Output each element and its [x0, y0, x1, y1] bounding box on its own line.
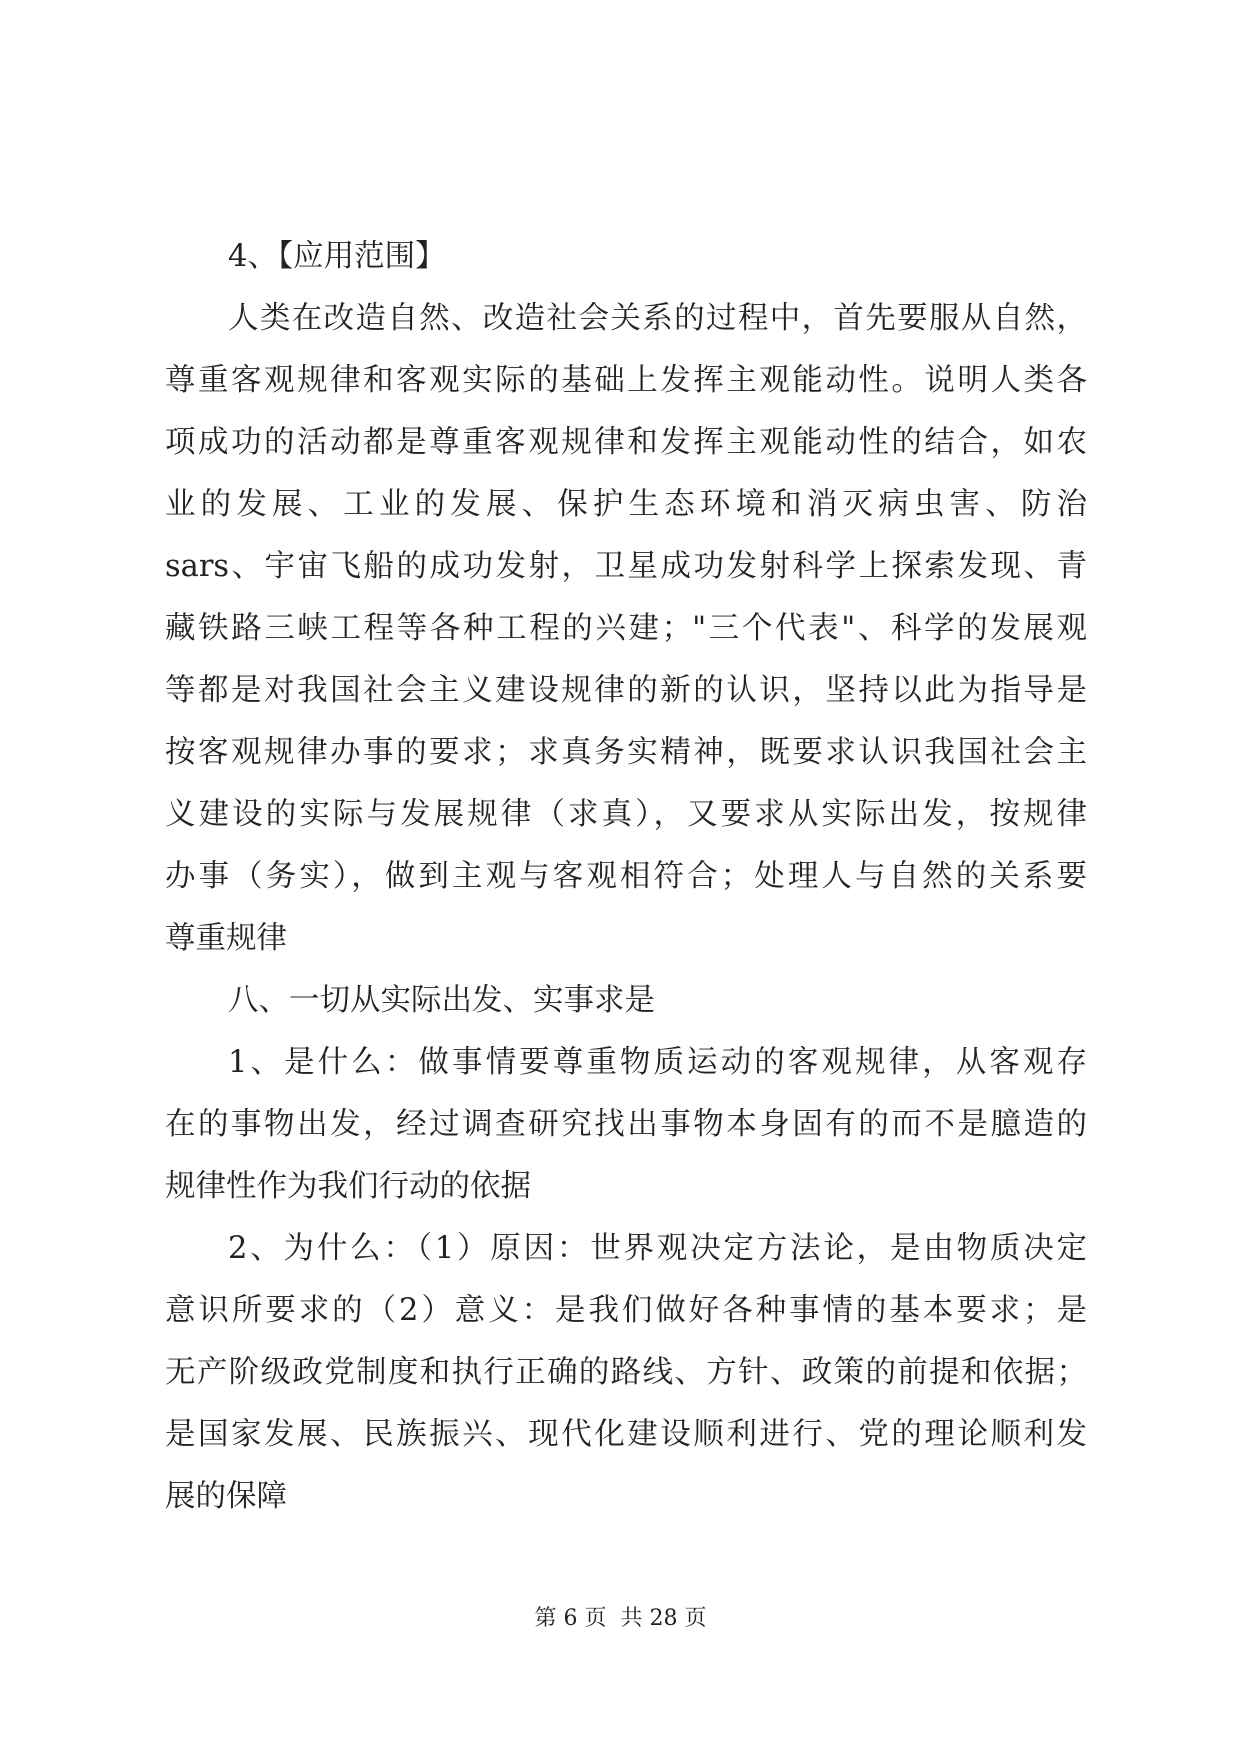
- text-line: 1、是什么：做事情要尊重物质运动的客观规律，从客观存: [228, 1045, 1087, 1080]
- text-line: 规律性作为我们行动的依据: [165, 1169, 531, 1204]
- text-line: 2、为什么：（1）原因：世界观决定方法论，是由物质决定: [228, 1231, 1087, 1266]
- section-heading: 八、一切从实际出发、实事求是: [228, 983, 655, 1018]
- text-line: 在的事物出发，经过调查研究找出事物本身固有的而不是臆造的: [165, 1107, 1087, 1142]
- text-line: sars、宇宙飞船的成功发射，卫星成功发射科学上探索发现、青: [165, 549, 1087, 584]
- text-line: 藏铁路三峡工程等各种工程的兴建；"三个代表"、科学的发展观: [165, 611, 1087, 646]
- text-line: 意识所要求的（2）意义：是我们做好各种事情的基本要求；是: [165, 1293, 1087, 1328]
- text-line: 尊重规律: [165, 921, 287, 956]
- text-line: 是国家发展、民族振兴、现代化建设顺利进行、党的理论顺利发: [165, 1417, 1087, 1452]
- text-line: 无产阶级政党制度和执行正确的路线、方针、政策的前提和依据；: [165, 1355, 1087, 1390]
- text-line: 业的发展、工业的发展、保护生态环境和消灭病虫害、防治: [165, 487, 1087, 522]
- page-number-footer: 第 6 页 共 28 页: [534, 1606, 707, 1631]
- text-line: 办事（务实），做到主观与客观相符合；处理人与自然的关系要: [165, 859, 1087, 894]
- text-line: 按客观规律办事的要求；求真务实精神，既要求认识我国社会主: [165, 735, 1087, 770]
- text-line: 义建设的实际与发展规律（求真），又要求从实际出发，按规律: [165, 797, 1087, 832]
- text-line: 展的保障: [165, 1479, 287, 1514]
- text-line: 等都是对我国社会主义建设规律的新的认识，坚持以此为指导是: [165, 673, 1087, 708]
- text-line: 人类在改造自然、改造社会关系的过程中，首先要服从自然，: [228, 301, 1087, 336]
- document-body: [165, 226, 1087, 1528]
- text-line: 项成功的活动都是尊重客观规律和发挥主观能动性的结合，如农: [165, 425, 1087, 460]
- text-line: 尊重客观规律和客观实际的基础上发挥主观能动性。说明人类各: [165, 363, 1087, 398]
- text-line: 4、【应用范围】: [228, 239, 446, 274]
